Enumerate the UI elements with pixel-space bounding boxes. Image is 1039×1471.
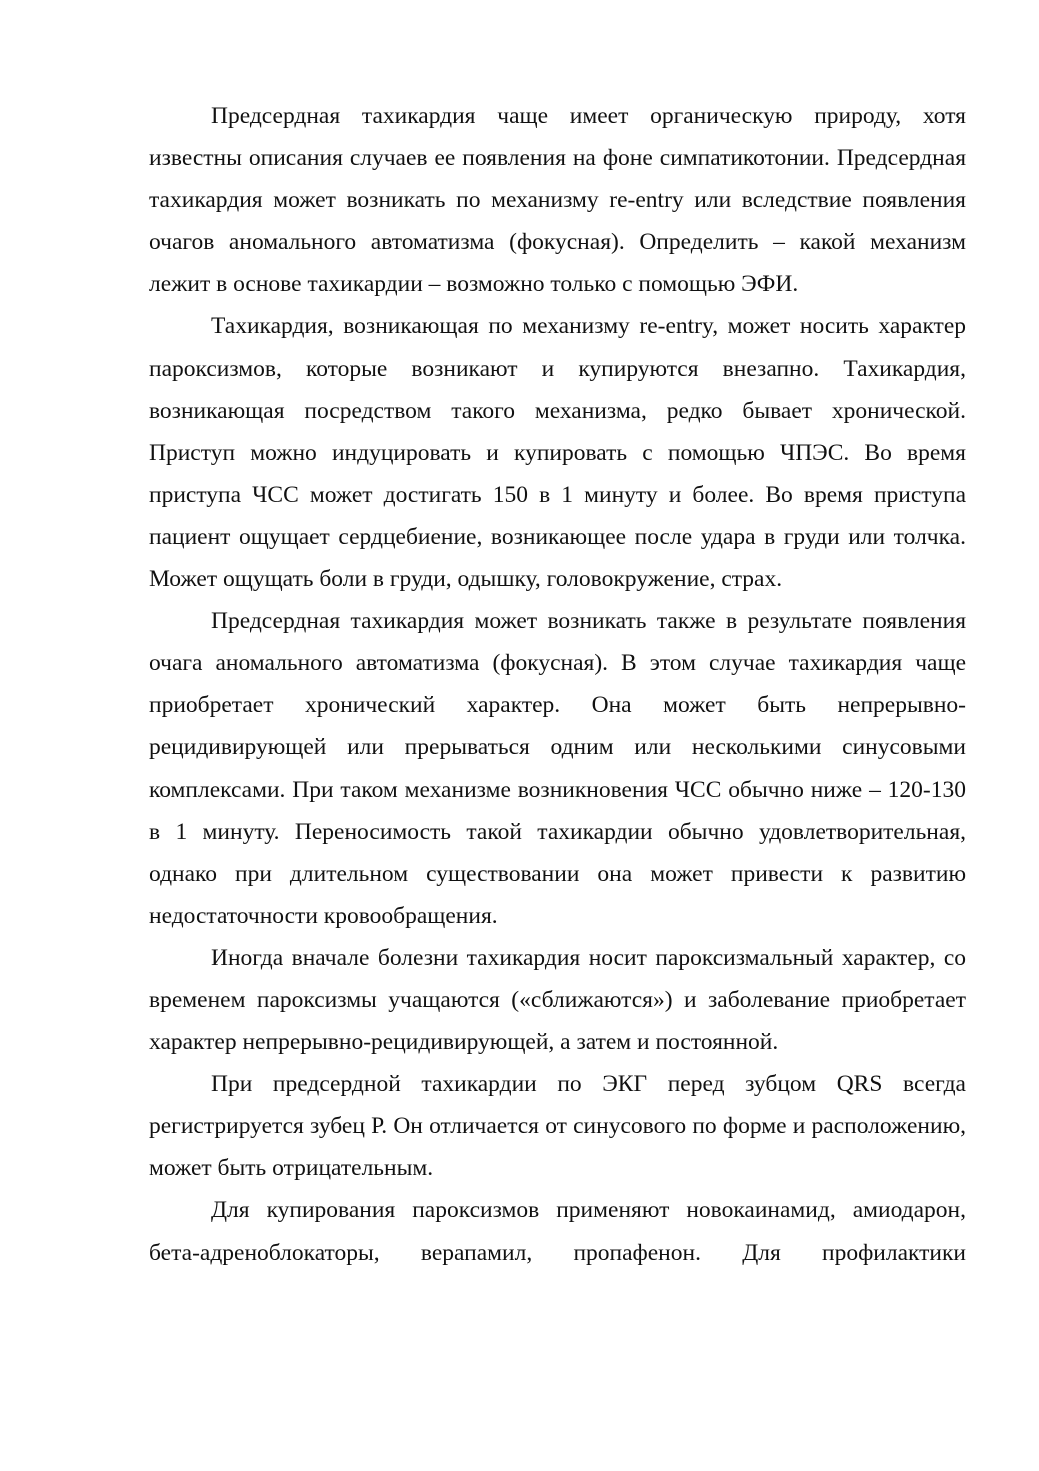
paragraph-focal-automatism: Предсердная тахикардия может возникать также в результате появления очага аномального автоматизма (фокусная). В этом случае тахикардия чаще приобретает хронический характер. Она может быть непрерывно-рецидивирующей или прерываться одним или несколькими синусовыми комплексами. При таком механизме возникновения ЧСС обычно ниже – 120-130 в 1 минуту. Переносимость такой тахикардии обычно удовлетворительная, однако при длительном существовании она может привести к развитию недостаточности кровообращения. xyxy=(149,608,966,929)
paragraph-atrial-tachycardia-nature: Предсердная тахикардия чаще имеет органическую природу, хотя известны описания случаев ее появления на фоне симпатикотонии. Предсердная тахикардия может возникать по механизму re-entry или вследствие появления очагов аномального автоматизма (фокусная). Определить – какой механизм лежит в основе тахикардии – возможно только с помощью ЭФИ. xyxy=(149,103,966,298)
paragraph-ecg-findings: При предсердной тахикардии по ЭКГ перед зубцом QRS всегда регистрируется зубец Р. Он отличается от синусового по форме и расположению, может быть отрицательным. xyxy=(149,1071,966,1182)
paragraph-disease-progression: Иногда вначале болезни тахикардия носит пароксизмальный характер, со временем пароксизмы учащаются («сближаются») и заболевание приобретает характер непрерывно-рецидивирующей, а затем и постоянной. xyxy=(149,944,966,1056)
paragraph-treatment: Для купирования пароксизмов применяют новокаинамид, амиодарон, бета-адреноблокаторы, верапамил, пропафенон. Для профилактики xyxy=(149,1197,966,1266)
paragraph-reentry-mechanism: Тахикардия, возникающая по механизму re-entry, может носить характер пароксизмов, которые возникают и купируются внезапно. Тахикардия, возникающая посредством такого механизма, редко бывает хронической. Приступ можно индуцировать и купировать с помощью ЧПЭС. Во время приступа ЧСС может достигать 150 в 1 минуту и более. Во время приступа пациент ощущает сердцебиение, возникающее после удара в груди или толчка. Может ощущать боли в груди, одышку, головокружение, страх. xyxy=(149,313,966,593)
document-body xyxy=(149,95,966,1274)
